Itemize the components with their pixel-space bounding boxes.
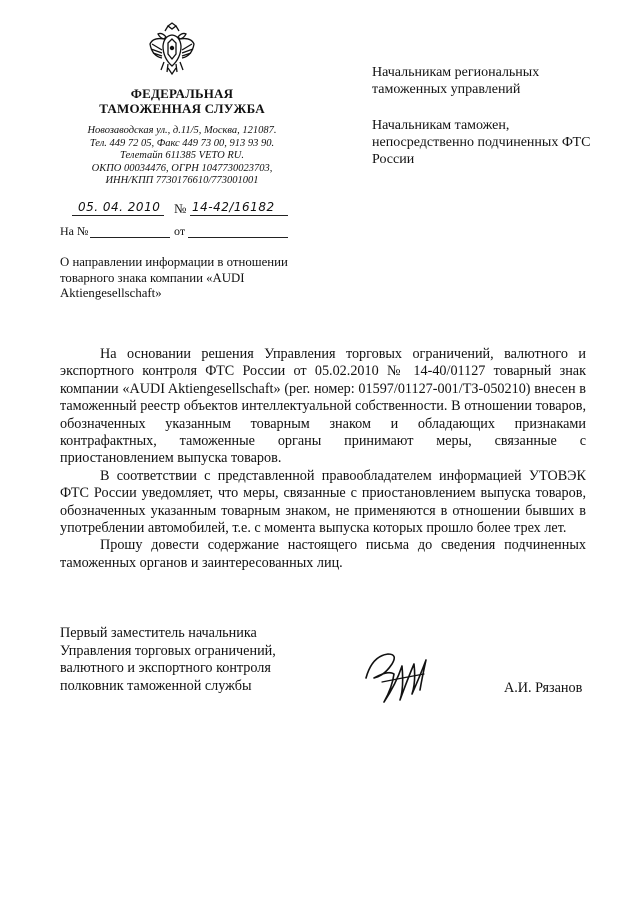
letter-subject: О направлении информации в отношении товарного знака компании «AUDI Aktiengesellschaft» bbox=[60, 255, 288, 300]
body-paragraph-1: На основании решения Управления торговых ограничений, валютного и экспортного контроля ФТС России от 05.02.2010 № 14-40/01127 товарный знак компании «AUDI Aktiengesellschaft» (рег. номер: 01597/01127-001/ТЗ-050210) внесен в таможенный реестр объектов интеллектуальной собственности. В отношении товаров, обозначенных указанным товарным знаком и обладающих признаками контрафактных, таможенные органы принимают меры, связанные с приостановлением выпуска товаров. bbox=[60, 346, 586, 467]
signatory-title bbox=[60, 625, 310, 695]
org-name-line1: ФЕДЕРАЛЬНАЯ bbox=[130, 86, 234, 101]
body-paragraph-3: Прошу довести содержание настоящего письма до сведения подчиненных таможенных органов и заинтересованных лиц. bbox=[60, 537, 586, 571]
reference-number-label: На № bbox=[60, 224, 89, 238]
signatory-title-line: валютного и экспортного контроля bbox=[60, 660, 271, 677]
registration-number-label: № bbox=[174, 201, 187, 216]
reference-number-underline bbox=[90, 237, 170, 238]
double-headed-eagle-icon bbox=[148, 22, 196, 80]
org-name-line2: ТАМОЖЕННАЯ СЛУЖБА bbox=[99, 101, 265, 116]
org-details bbox=[60, 125, 304, 188]
number-underline bbox=[190, 215, 288, 216]
registration-number: 14-42/16182 bbox=[192, 200, 275, 214]
registration-line bbox=[62, 200, 288, 218]
org-name bbox=[60, 86, 304, 116]
org-telex: Телетайп 611385 VETO RU. bbox=[120, 150, 244, 161]
recipient-1: Начальникам региональных таможенных управлений bbox=[372, 65, 540, 97]
org-address: Новозаводская ул., д.11/5, Москва, 121087. bbox=[87, 125, 277, 136]
org-phones: Тел. 449 72 05, Факс 449 73 00, 913 93 90. bbox=[89, 137, 275, 149]
handwritten-signature-icon bbox=[362, 648, 434, 710]
reference-line bbox=[60, 224, 290, 240]
body-paragraph-2: В соответствии с представленной правообладателем информацией УТОВЭК ФТС России уведомляет, что меры, связанные с приостановлением выпуска товаров, обозначенных указанным товарным знаком, не применяются в отношении бывших в употреблении автомобилей, т.е. с момента выпуска которых прошло более трех лет. bbox=[60, 467, 586, 537]
reference-date-underline bbox=[188, 237, 288, 238]
reference-date-label: от bbox=[174, 224, 186, 238]
date-underline bbox=[72, 215, 164, 216]
letter-body bbox=[60, 346, 586, 572]
org-okpo-ogrn: ОКПО 00034476, ОГРН 1047730023703, bbox=[91, 162, 273, 174]
registration-date: 05. 04. 2010 bbox=[78, 200, 161, 214]
signatory-title-line: Управления торговых ограничений, bbox=[60, 642, 276, 659]
signatory-title-line: полковник таможенной службы bbox=[60, 677, 252, 694]
recipient-2: Начальникам таможен, непосредственно подчиненных ФТС России bbox=[372, 118, 591, 167]
recipients-block bbox=[372, 64, 592, 187]
signer-name: А.И. Рязанов bbox=[504, 680, 583, 696]
signatory-title-line: Первый заместитель начальника bbox=[60, 625, 257, 641]
org-inn-kpp: ИНН/КПП 7730176610/773001001 bbox=[105, 175, 259, 186]
